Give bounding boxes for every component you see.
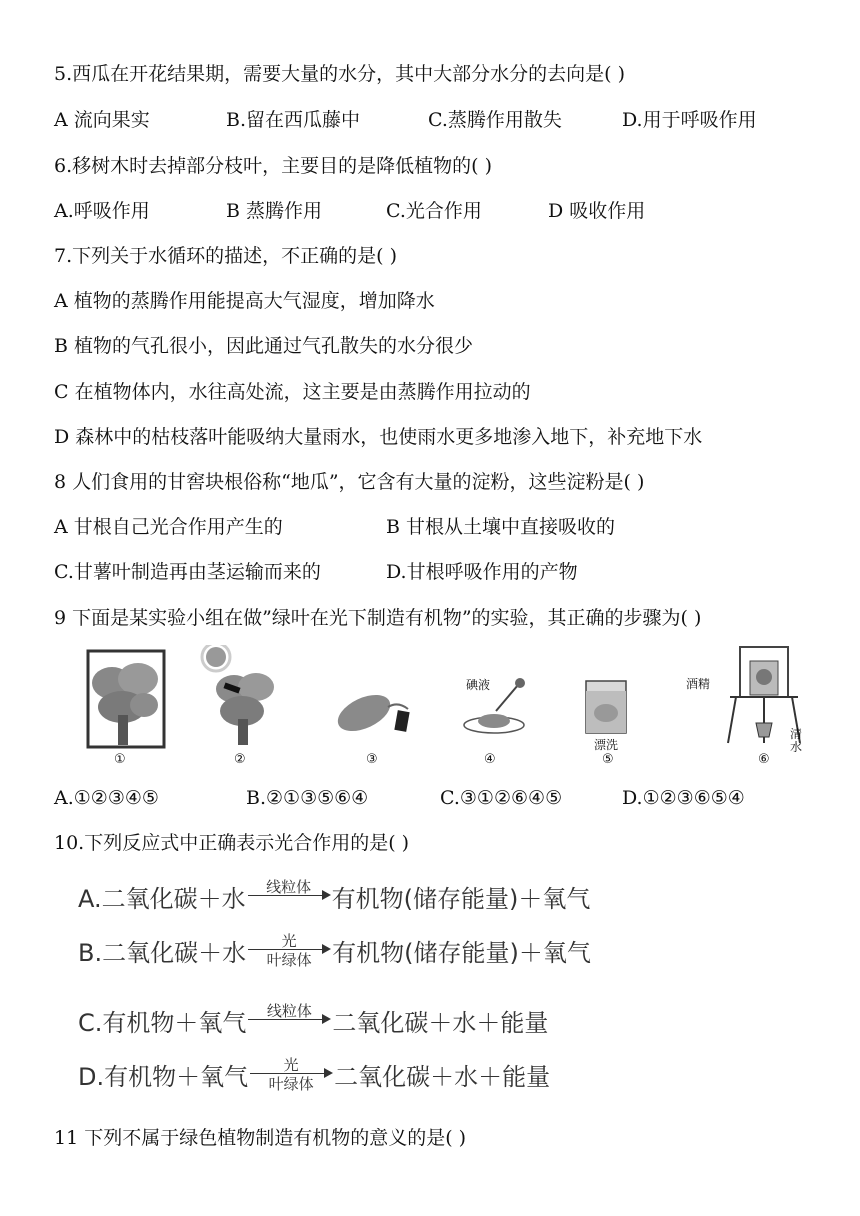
step-label-3: ③ (366, 752, 378, 767)
q6-option-c: C.光合作用 (386, 200, 482, 222)
equation-b-condition-bottom: 叶绿体 (266, 951, 312, 969)
equation-b (78, 930, 591, 970)
equation-c-arrow (248, 1000, 330, 1040)
q9-option-d: D.①②③⑥⑤④ (622, 787, 745, 809)
step-label-2: ② (234, 752, 246, 767)
equation-a-right: 有机物(储存能量)＋氧气 (331, 884, 591, 913)
q6-stem: 6.移树木时去掉部分枝叶，主要目的是降低植物的( ) (54, 155, 492, 177)
water-label: 清水 (790, 727, 803, 754)
equation-d-right: 二氧化碳＋水＋能量 (334, 1062, 551, 1091)
q9-option-b: B.②①③⑤⑥④ (246, 787, 369, 809)
equation-a-left: A.二氧化碳＋水 (78, 884, 246, 913)
equation-d-condition-top: 光 (283, 1056, 299, 1074)
q6-option-d: D 吸收作用 (548, 200, 646, 222)
q8-stem: 8 人们食用的甘窖块根俗称“地瓜”，它含有大量的淀粉，这些淀粉是( ) (54, 471, 645, 493)
q7-stem: 7.下列关于水循环的描述，不正确的是( ) (54, 245, 397, 267)
q7-option-c: C 在植物体内，水往高处流，这主要是由蒸腾作用拉动的 (54, 381, 531, 403)
q7-option-a: A 植物的蒸腾作用能提高大气湿度，增加降水 (54, 290, 435, 312)
equation-b-condition-top: 光 (281, 932, 297, 950)
rinse-label: 漂洗 (594, 738, 619, 752)
equation-a-condition: 线粒体 (266, 878, 312, 896)
equation-b-left: B.二氧化碳＋水 (78, 938, 247, 967)
q6-option-a: A.呼吸作用 (54, 200, 150, 222)
equation-b-arrow (248, 930, 330, 970)
q6-option-b: B 蒸腾作用 (226, 200, 323, 222)
pick-leaf-figure (326, 645, 421, 750)
q8-option-d: D.甘根呼吸作用的产物 (386, 561, 578, 583)
step-label-5: ⑤ (602, 752, 614, 767)
equation-d (78, 1054, 550, 1094)
equation-d-arrow (250, 1054, 332, 1094)
equation-d-left: D.有机物＋氧气 (78, 1062, 249, 1091)
q5-option-c: C.蒸腾作用散失 (428, 109, 562, 131)
step-label-4: ④ (484, 752, 496, 767)
q7-option-b: B 植物的气孔很小，因此通过气孔散失的水分很少 (54, 335, 474, 357)
equation-a-arrow (248, 876, 330, 916)
q8-option-a: A 甘根自己光合作用产生的 (54, 516, 283, 538)
q11-stem: 11 下列不属于绿色植物制造有机物的意义的是( ) (54, 1127, 467, 1149)
iodine-drop-figure (458, 645, 548, 750)
rinse-beaker-figure (578, 645, 638, 750)
q7-option-d: D 森林中的枯枝落叶能吸纳大量雨水，也使雨水更多地渗入地下，补充地下水 (54, 426, 703, 448)
q9-option-a: A.①②③④⑤ (54, 787, 159, 809)
q9-option-c: C.③①②⑥④⑤ (440, 787, 563, 809)
equation-c (78, 1000, 548, 1040)
equation-b-right: 有机物(储存能量)＋氧气 (332, 938, 591, 967)
dark-box-plant-figure (82, 645, 172, 750)
q8-option-c: C.甘薯叶制造再由茎运输而来的 (54, 561, 321, 583)
equation-a (78, 876, 590, 916)
q5-option-a: A 流向果实 (54, 109, 150, 131)
equation-d-condition-bottom: 叶绿体 (268, 1075, 314, 1093)
equation-c-left: C.有机物＋氧气 (78, 1008, 247, 1037)
iodine-label: 碘液 (466, 678, 491, 692)
sunlight-plant-figure (200, 645, 280, 750)
q8-option-b: B 甘根从土壤中直接吸收的 (386, 516, 616, 538)
step-label-6: ⑥ (758, 752, 770, 767)
q5-stem: 5.西瓜在开花结果期，需要大量的水分，其中大部分水分的去向是( ) (54, 63, 625, 85)
q9-stem: 9 下面是某实验小组在做”绿叶在光下制造有机物”的实验，其正确的步骤为( ) (54, 607, 702, 629)
q5-option-d: D.用于呼吸作用 (622, 109, 757, 131)
equation-c-right: 二氧化碳＋水＋能量 (332, 1008, 549, 1037)
alcohol-label: 酒精 (686, 677, 711, 691)
step-label-1: ① (114, 752, 126, 767)
q10-stem: 10.下列反应式中正确表示光合作用的是( ) (54, 832, 410, 854)
q5-option-b: B.留在西瓜藤中 (226, 109, 361, 131)
equation-c-condition: 线粒体 (266, 1002, 312, 1020)
